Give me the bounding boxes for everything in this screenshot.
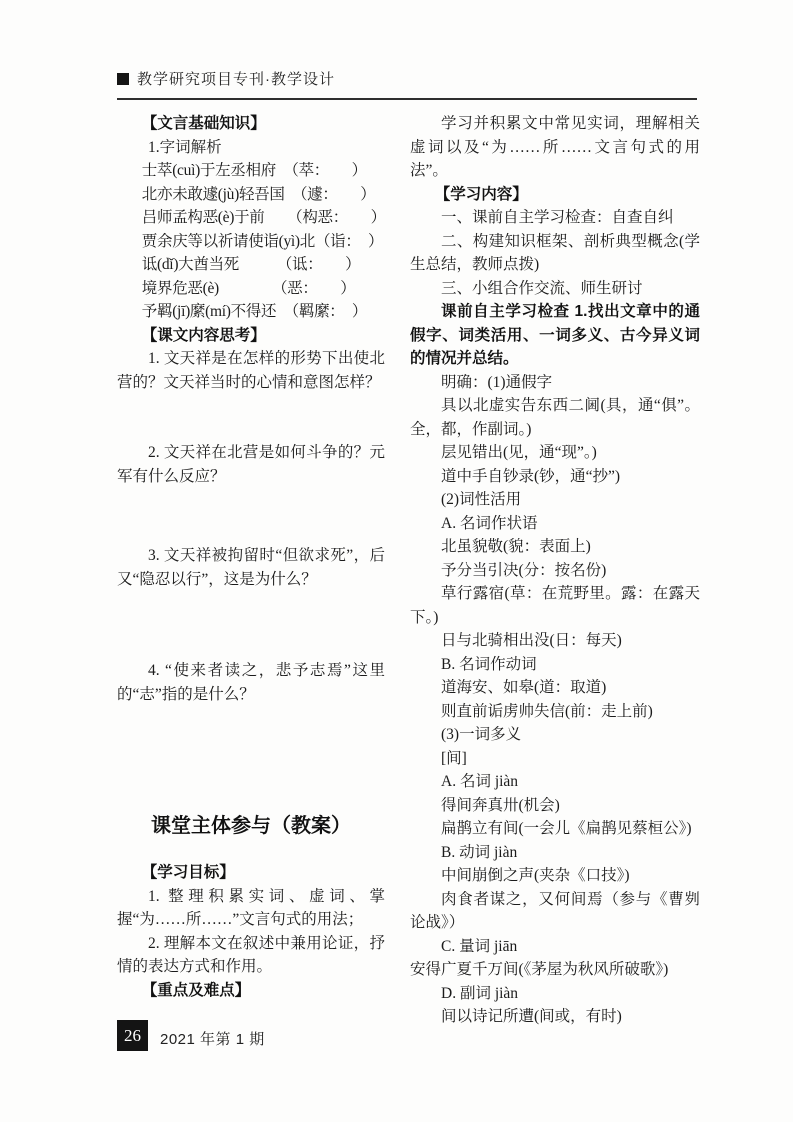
intro-paragraph: 学习并积累文中常见实词，理解相关虚词以及“为……所……文言句式的用法”。 [410,115,700,179]
page-header [117,68,697,100]
section-heading-key-points: 【重点及难点】 [141,981,251,999]
task-paragraph: 课前自主学习检查 1.找出文章中的通假字、词类活用、一词多义、古今异义词的情况并总结。 [410,303,700,367]
vocab-line: 吕师孟构恶(è)于前 （构恶： ） [141,209,386,226]
note-line: 肉食者谋之，又何间焉（参与《曹刿论战》） [410,890,700,931]
analysis-label: 1.字词解析 [148,138,222,156]
objective-1: 1. 整理积累实词、虚词、掌握“为……所……”文言句式的用法； [117,887,385,928]
note-line: 道海安、如皋(道：取道) [441,679,607,696]
section-heading-basics: 【文言基础知识】 [141,115,266,132]
section-heading-objectives: 【学习目标】 [141,864,235,881]
note-line: A. 名词作状语 [441,514,538,532]
note-line: 安得广夏千万间(《茅屋为秋风所破歌》) [410,961,669,978]
issue-label: 2021 年第 1 期 [160,1031,265,1048]
left-column [117,112,385,1002]
note-line: [间] [441,749,467,767]
note-line: (2)词性活用 [441,491,522,508]
vocab-line: 贾余庆等以祈请使诣(yì)北（诣： ） [141,232,384,250]
note-line: 明确：(1)通假字 [441,373,553,391]
section-heading-thinking: 【课文内容思考】 [141,326,266,344]
note-line: B. 动词 jiàn [441,843,518,861]
header-title: 教学研究项目专刊·教学设计 [137,71,335,88]
note-line: 层见错出(见，通“现”。) [441,444,597,461]
question-3: 3. 文天祥被拘留时“但欲求死”，后又“隐忍以行”，这是为什么？ [117,547,385,588]
note-line: B. 名词作动词 [441,655,537,673]
note-line: 得间奔真卅(机会) [441,796,560,814]
agenda-item-2: 二、构建知识框架、剖析典型概念(学生总结，教师点拨) [410,232,700,273]
agenda-item-3: 三、小组合作交流、师生研讨 [441,279,643,297]
note-line: 间以诗记所遭(间或，有时) [441,1008,622,1025]
note-line: 扁鹊立有间(一会儿《扁鹊见蔡桓公》) [441,820,692,837]
question-4: 4. “使来者读之，悲予志焉”这里的“志”指的是什么？ [117,662,385,703]
question-1: 1. 文天祥是在怎样的形势下出使北营的？文天祥当时的心情和意图怎样？ [117,350,385,391]
page-number-badge: 26 [117,1020,148,1051]
note-line: C. 量词 jiān [441,937,518,955]
section-marker-icon [117,73,129,85]
vocab-line: 境界危恶(è) （恶： ） [141,279,356,297]
note-line: 道中手自钞录(钞，通“抄”) [441,467,621,485]
vocab-line: 北亦未敢遽(jù)轻吾国 （遽： ） [141,185,376,203]
agenda-item-1: 一、课前自主学习检查：自查自纠 [441,209,674,226]
note-line: 具以北虚实告东西二阃(具，通“俱”。全，都，作副词。) [410,397,700,438]
vocab-line: 诋(dǐ)大酋当死 （诋： ） [141,256,361,273]
note-line: D. 副词 jiàn [441,984,519,1002]
note-line: 北虽貌敬(貌：表面上) [441,538,591,555]
vocab-line: 予羁(jī)縻(mí)不得还 （羁縻： ） [141,303,368,320]
vocab-line: 士萃(cuì)于左丞相府 （萃： ） [141,162,367,179]
objective-2: 2. 理解本文在叙述中兼用论证，抒情的表达方式和作用。 [117,934,385,975]
note-line: A. 名词 jiàn [441,773,519,790]
note-line: (3)一词多义 [441,726,522,743]
note-line: 草行露宿(草：在荒野里。露：在露天下。) [410,585,700,626]
lesson-plan-title: 课堂主体参与（教案） [151,815,351,837]
note-line: 日与北骑相出没(日：每天) [441,632,622,649]
question-2: 2. 文天祥在北营是如何斗争的？元军有什么反应？ [117,444,385,485]
note-line: 中间崩倒之声(夹杂《口技》) [441,867,630,884]
note-line: 予分当引决(分：按名份) [441,561,607,579]
section-heading-content: 【学习内容】 [434,185,528,203]
note-line: 则直前诟虏帅失信(前：走上前) [441,702,653,720]
right-column [410,112,700,1029]
